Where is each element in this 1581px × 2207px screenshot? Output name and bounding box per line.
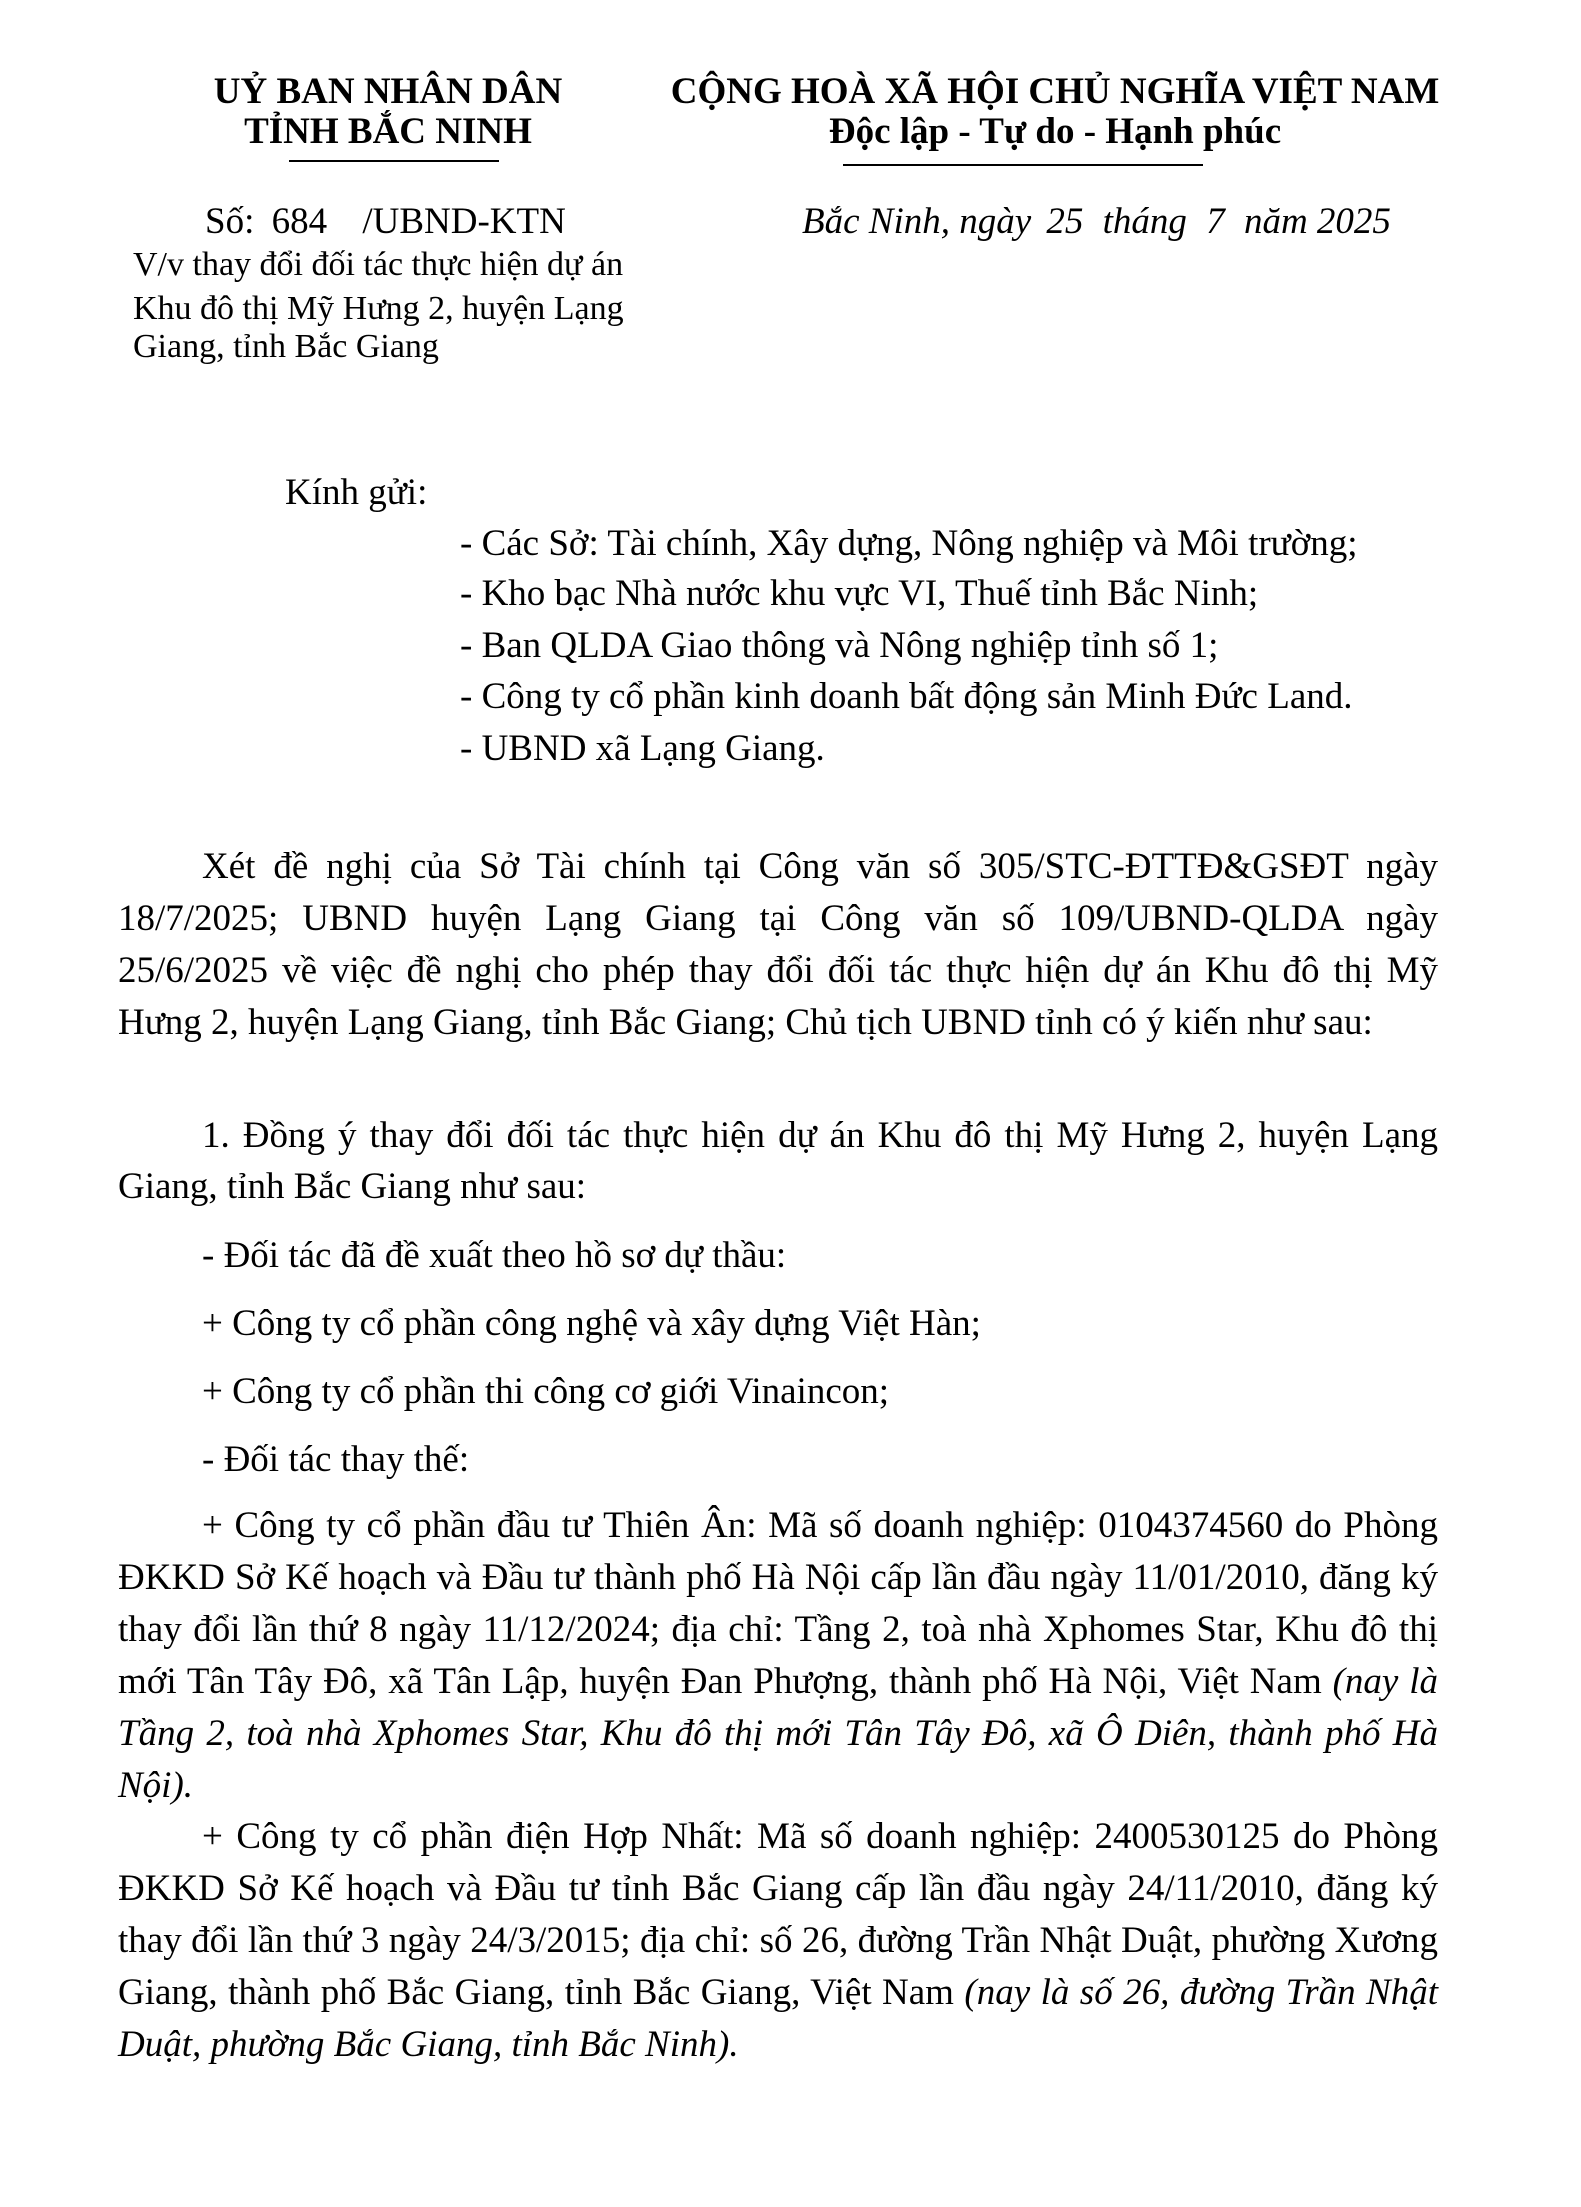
date-day: 25	[1046, 201, 1084, 242]
so-label: Số:	[205, 201, 255, 242]
recipient-item: - UBND xã Lạng Giang.	[460, 728, 825, 769]
date-month-label: tháng	[1102, 201, 1187, 242]
replacement-partner-1	[118, 1500, 1438, 1812]
date-year: năm 2025	[1243, 201, 1391, 242]
so-number: 684	[271, 201, 328, 242]
item-1-paragraph: 1. Đồng ý thay đổi đối tác thực hiện dự án Khu đô thị Mỹ Hưng 2, huyện Lạng Giang, tỉnh Bắc Giang như sau:	[118, 1115, 1438, 1207]
replacement-partner-1-new-address: (nay là Tầng 2, toà nhà Xphomes Star, Khu đô thị mới Tân Tây Đô, xã Ô Diên, thành phố Hà Nội).	[118, 1661, 1439, 1806]
replacement-partner-2-text: + Công ty cổ phần điện Hợp Nhất: Mã số doanh nghiệp: 2400530125 do Phòng ĐKKD Sở Kế hoạch và Đầu tư tỉnh Bắc Giang cấp lần đầu ngày 24/11/2010, đăng ký thay đổi lần thứ 3 ngày 24/3/2015; địa chỉ: số 26, đường Trần Nhật Duật, phường Xương Giang, thành phố Bắc Giang, tỉnh Bắc Giang, Việt Nam	[118, 1816, 1438, 2013]
subject-line-3: Giang, tỉnh Bắc Giang	[133, 328, 439, 365]
issue-date	[802, 196, 1391, 247]
so-suffix: /UBND-KTN	[362, 201, 566, 242]
proposed-partner-1: + Công ty cổ phần công nghệ và xây dựng Việt Hàn;	[202, 1303, 981, 1344]
recipient-item: - Kho bạc Nhà nước khu vực VI, Thuế tỉnh Bắc Ninh;	[460, 573, 1259, 614]
recipient-item: - Các Sở: Tài chính, Xây dựng, Nông nghiệp và Môi trường;	[460, 523, 1358, 564]
replacement-partners-label: - Đối tác thay thế:	[202, 1439, 470, 1480]
replacement-partner-1-text: + Công ty cổ phần đầu tư Thiên Ân: Mã số doanh nghiệp: 0104374560 do Phòng ĐKKD Sở Kế hoạch và Đầu tư thành phố Hà Nội cấp lần đầu ngày 11/01/2010, đăng ký thay đổi lần thứ 8 ngày 11/12/2024; địa chỉ: Tầng 2, toà nhà Xphomes Star, Khu đô thị mới Tân Tây Đô, xã Tân Lập, huyện Đan Phượng, thành phố Hà Nội, Việt Nam	[118, 1505, 1438, 1702]
date-month: 7	[1206, 201, 1225, 242]
agency-underline	[289, 160, 499, 162]
replacement-partner-2-new-address: (nay là số 26, đường Trần Nhật Duật, phường Bắc Giang, tỉnh Bắc Ninh).	[118, 1972, 1439, 2065]
proposed-partner-2: + Công ty cổ phần thi công cơ giới Vinaincon;	[202, 1371, 890, 1412]
recipient-item: - Ban QLDA Giao thông và Nông nghiệp tỉnh số 1;	[460, 625, 1219, 666]
subject-line-1: V/v thay đổi đối tác thực hiện dự án	[133, 246, 624, 283]
nation-motto: Độc lập - Tự do - Hạnh phúc	[828, 111, 1282, 152]
replacement-partner-2	[118, 1811, 1438, 2071]
document-number	[205, 196, 566, 247]
agency-name-line2: TỈNH BẮC NINH	[244, 111, 532, 152]
date-place: Bắc Ninh, ngày	[802, 201, 1032, 242]
recipients-label: Kính gửi:	[285, 472, 428, 513]
nation-title: CỘNG HOÀ XÃ HỘI CHỦ NGHĨA VIỆT NAM	[670, 71, 1440, 112]
proposed-partners-label: - Đối tác đã đề xuất theo hồ sơ dự thầu:	[202, 1235, 787, 1276]
intro-paragraph: Xét đề nghị của Sở Tài chính tại Công văn số 305/STC-ĐTTĐ&GSĐT ngày 18/7/2025; UBND huyện Lạng Giang tại Công văn số 109/UBND-QLDA ngày 25/6/2025 về việc đề nghị cho phép thay đổi đối tác thực hiện dự án Khu đô thị Mỹ Hưng 2, huyện Lạng Giang, tỉnh Bắc Giang; Chủ tịch UBND tỉnh có ý kiến như sau:	[118, 846, 1438, 1043]
agency-name-line1: UỶ BAN NHÂN DÂN	[213, 71, 563, 112]
recipient-item: - Công ty cổ phần kinh doanh bất động sản Minh Đức Land.	[460, 676, 1353, 717]
motto-underline	[843, 164, 1203, 166]
subject-line-2: Khu đô thị Mỹ Hưng 2, huyện Lạng	[133, 290, 624, 327]
